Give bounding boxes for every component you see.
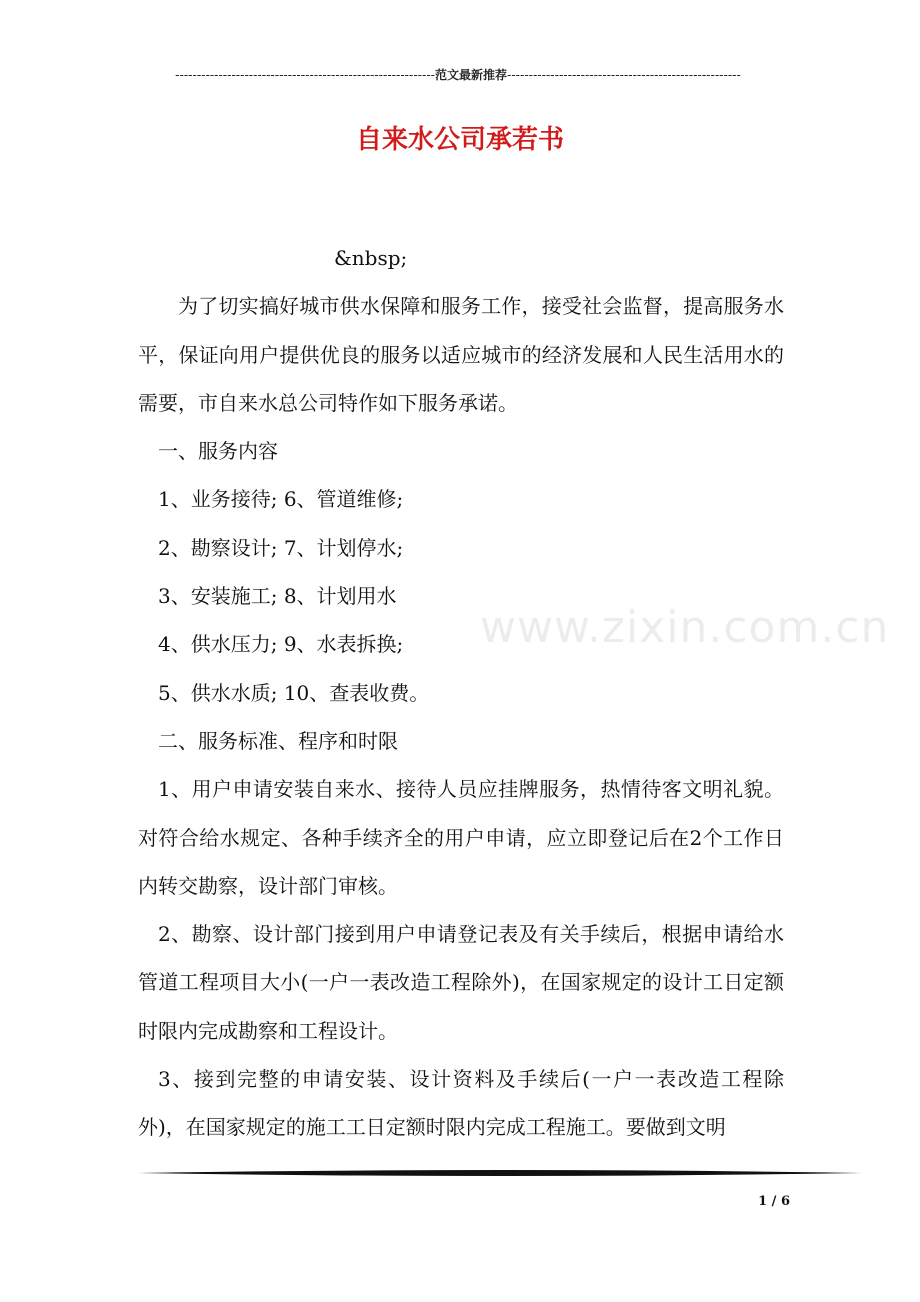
body-paragraph: 3、接到完整的申请安装、设计资料及手续后(一户一表改造工程除外)，在国家规定的施工工日定额时限内完成工程施工。要做到文明 <box>138 1067 784 1140</box>
list-item: 5、供水水质; 10、查表收费。 <box>158 680 430 705</box>
header-line <box>138 66 778 84</box>
list-item: 3、安装施工; 8、计划用水 <box>158 584 397 609</box>
footer-rule <box>138 1168 862 1178</box>
header-label: 范文最新推荐 <box>434 68 507 82</box>
section-heading-1: 一、服务内容 <box>158 439 278 464</box>
document-body <box>138 234 784 1152</box>
header-dashes-right: ------------------------------------------------------ <box>507 68 741 82</box>
header-dashes-left: ------------------------------------------------------------ <box>175 68 435 82</box>
body-paragraph: 1、用户申请安装自来水、接待人员应挂牌服务，热情待客文明礼貌。对符合给水规定、各种手续齐全的用户申请，应立即登记后在2个工作日内转交勘察，设计部门审核。 <box>138 777 784 898</box>
intro-paragraph: 为了切实搞好城市供水保障和服务工作，接受社会监督，提高服务水平，保证向用户提供优良的服务以适应城市的经济发展和人民生活用水的需要，市自来水总公司特作如下服务承诺。 <box>138 294 784 415</box>
document-title: 自来水公司承若书 <box>355 125 564 155</box>
list-item: 4、供水压力; 9、水表拆换; <box>158 632 404 657</box>
list-item: 2、勘察设计; 7、计划停水; <box>158 535 404 560</box>
watermark: www.zixin.com.cn <box>480 602 890 653</box>
section-heading-2: 二、服务标准、程序和时限 <box>158 728 398 753</box>
body-paragraph: 2、勘察、设计部门接到用户申请登记表及有关手续后，根据申请给水管道工程项目大小(一户一表改造工程除外)，在国家规定的设计工日定额时限内完成勘察和工程设计。 <box>138 922 784 1043</box>
nbsp-paragraph: &nbsp; <box>334 246 408 270</box>
page-number: 1 / 6 <box>758 1194 790 1209</box>
list-item: 1、业务接待; 6、管道维修; <box>158 487 404 512</box>
